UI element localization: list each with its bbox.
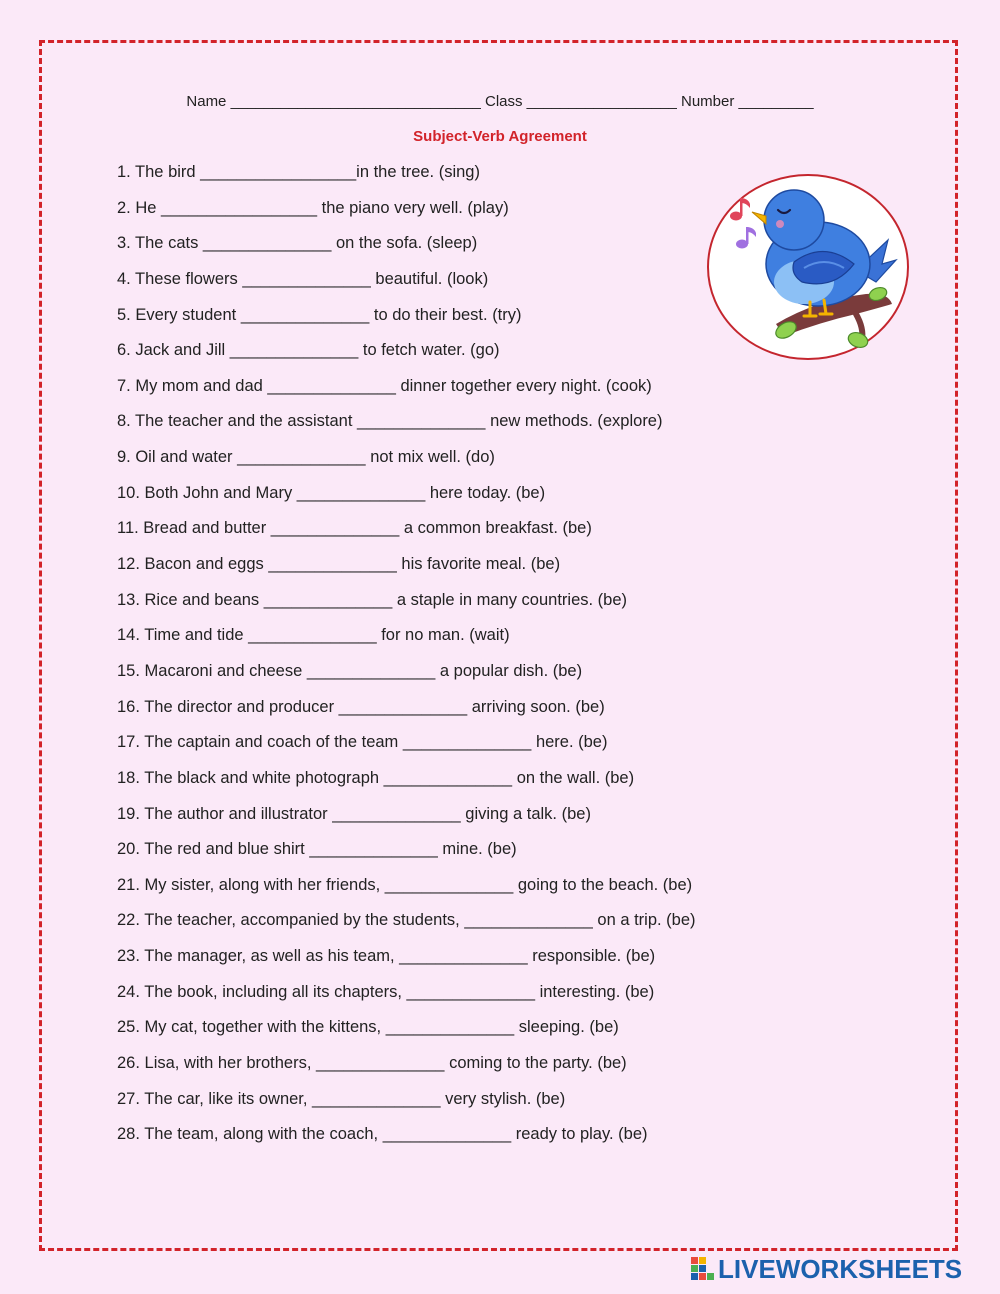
question-5: 5. Every student ______________ to do their best. (try)	[117, 305, 522, 324]
question-1: 1. The bird _________________in the tree. (sing)	[117, 163, 480, 181]
question-3: 3. The cats ______________ on the sofa. (sleep)	[117, 234, 478, 253]
question-14: 14. Time and tide ______________ for no man. (wait)	[117, 626, 510, 645]
question-21: 21. My sister, along with her friends, ______________ going to the beach. (be)	[117, 875, 693, 894]
question-4: 4. These flowers ______________ beautiful. (look)	[117, 269, 489, 288]
question-19: 19. The author and illustrator ______________ giving a talk. (be)	[117, 804, 591, 823]
question-20: 20. The red and blue shirt ______________ mine. (be)	[117, 840, 517, 859]
question-15: 15. Macaroni and cheese ______________ a popular dish. (be)	[117, 661, 583, 680]
question-7: 7. My mom and dad ______________ dinner together every night. (cook)	[117, 376, 652, 395]
question-12: 12. Bacon and eggs ______________ his favorite meal. (be)	[117, 555, 561, 574]
question-28: 28. The team, along with the coach, ______________ ready to play. (be)	[117, 1125, 648, 1144]
question-23: 23. The manager, as well as his team, ______________ responsible. (be)	[117, 947, 656, 966]
question-list	[117, 158, 696, 1156]
question-27: 27. The car, like its owner, ______________ very stylish. (be)	[117, 1089, 566, 1108]
worksheet-title: Subject-Verb Agreement	[413, 128, 587, 145]
question-17: 17. The captain and coach of the team ______________ here. (be)	[117, 733, 608, 752]
question-11: 11. Bread and butter ______________ a common breakfast. (be)	[117, 519, 592, 538]
question-2: 2. He _________________ the piano very well. (play)	[117, 198, 509, 217]
singing-bird-icon	[706, 172, 911, 362]
student-info-line: Name ______________________________ Class __________________ Number _________	[186, 93, 814, 110]
question-16: 16. The director and producer ______________ arriving soon. (be)	[117, 697, 605, 716]
question-8: 8. The teacher and the assistant ______________ new methods. (explore)	[117, 412, 663, 431]
footer-branding	[691, 1254, 962, 1284]
question-22: 22. The teacher, accompanied by the students, ______________ on a trip. (be)	[117, 911, 696, 930]
question-9: 9. Oil and water ______________ not mix well. (do)	[117, 448, 495, 467]
question-18: 18. The black and white photograph ______________ on the wall. (be)	[117, 768, 635, 787]
question-26: 26. Lisa, with her brothers, ______________ coming to the party. (be)	[117, 1054, 627, 1073]
question-13: 13. Rice and beans ______________ a staple in many countries. (be)	[117, 590, 628, 609]
question-6: 6. Jack and Jill ______________ to fetch water. (go)	[117, 341, 500, 360]
question-10: 10. Both John and Mary ______________ here today. (be)	[117, 483, 546, 502]
liveworksheets-brand[interactable]: LIVEWORKSHEETS	[718, 1254, 963, 1284]
question-24: 24. The book, including all its chapters, ______________ interesting. (be)	[117, 982, 655, 1001]
liveworksheets-logo-icon	[691, 1257, 715, 1281]
question-25: 25. My cat, together with the kittens, ______________ sleeping. (be)	[117, 1018, 619, 1037]
